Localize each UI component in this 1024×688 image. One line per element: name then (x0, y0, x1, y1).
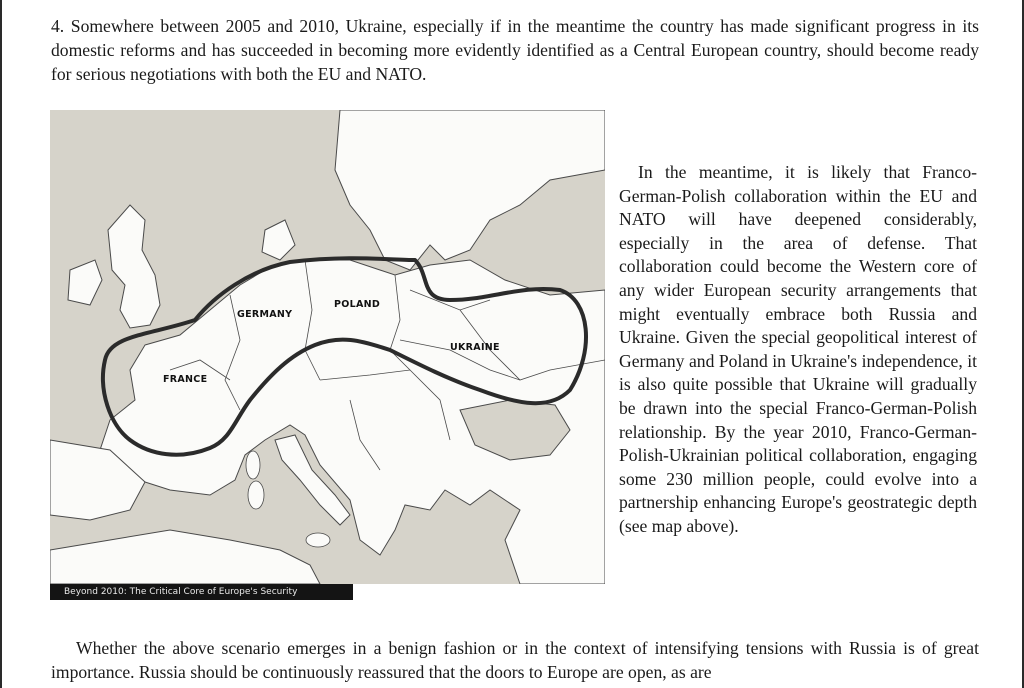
paragraph-intro: 4. Somewhere between 2005 and 2010, Ukraine, especially if in the meantime the country has made significant progress in its domestic reforms and has succeeded in becoming more evidently identified as a Central European country, should become ready for serious negotiations with both the EU and NATO. (51, 16, 979, 84)
paragraph-side: In the meantime, it is likely that Franco-German-Polish collaboration within the EU and NATO will have deepened considerably, especially in the area of defense. That collaboration could become the Western core of any wider European security arrangements that might eventually embrace both Russia and Ukraine. Given the special geopolitical interest of Germany and Poland in Ukraine's independence, it is also quite possible that Ukraine will gradually be drawn into the special Franco-German-Polish relationship. By the year 2010, Franco-German-Polish-Ukrainian political collaboration, engaging some 230 million people, could evolve into a partnership enhancing Europe's geostrategic depth (see map above). (619, 162, 977, 536)
label-france: FRANCE (163, 374, 208, 385)
page-edge-left (0, 0, 2, 688)
paragraph-bottom: Whether the above scenario emerges in a benign fashion or in the context of intensifying tensions with Russia is of great importance. Russia should be continuously reassured that the doors to Europe are open, as are (51, 638, 979, 682)
map-caption: Beyond 2010: The Critical Core of Europe's Security (50, 584, 353, 600)
corsica-land (246, 451, 260, 479)
sardinia-land (248, 481, 264, 509)
label-poland: POLAND (334, 299, 381, 310)
sicily-land (306, 533, 330, 547)
europe-map (50, 110, 605, 600)
label-germany: GERMANY (237, 309, 293, 320)
label-ukraine: UKRAINE (450, 342, 500, 353)
map-drawing (50, 110, 605, 584)
